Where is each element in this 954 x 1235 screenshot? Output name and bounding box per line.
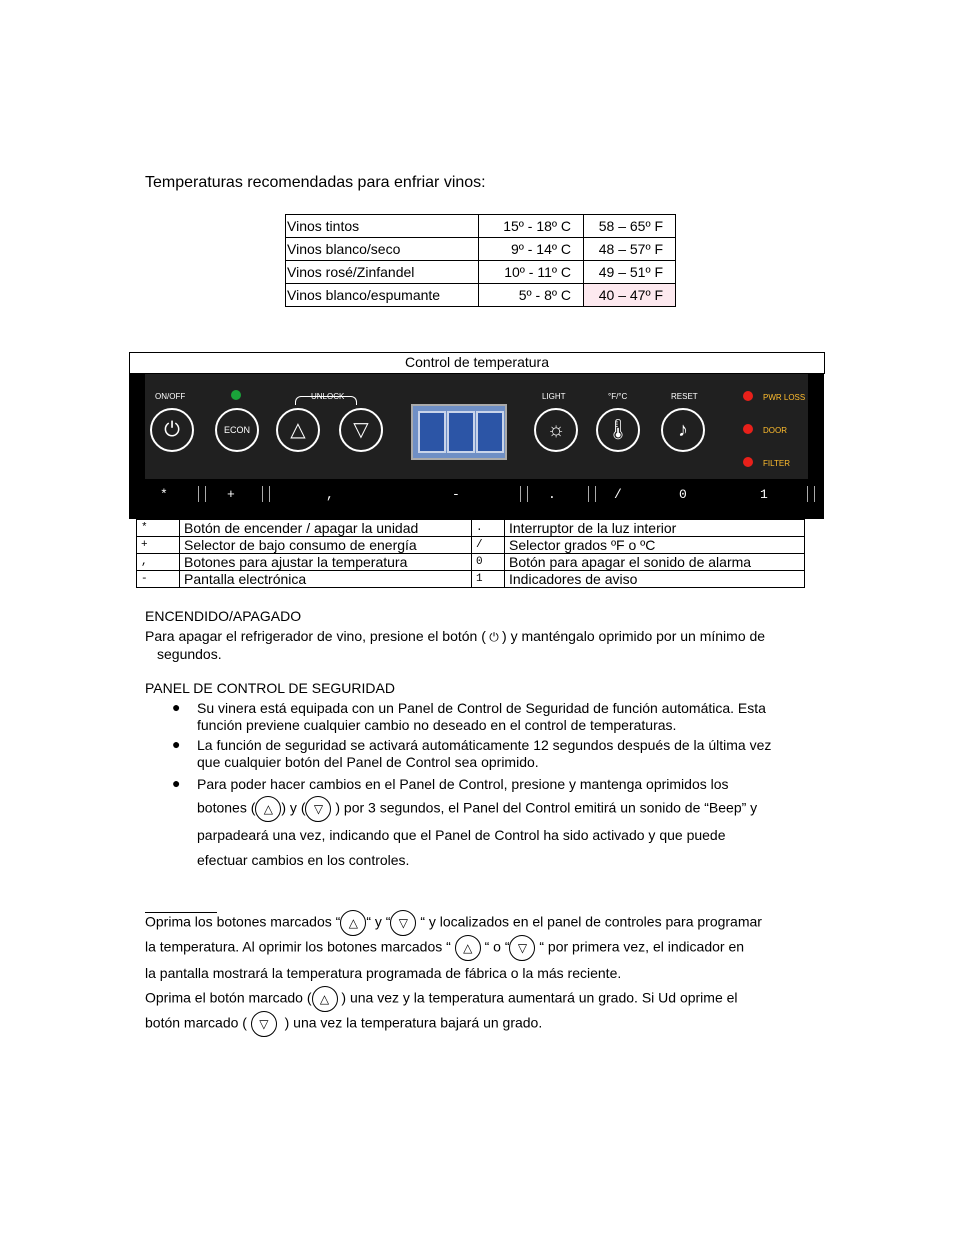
unlock-label: UNLOCK [311,392,345,401]
display-digit [476,411,504,453]
legend-key: . [472,520,505,537]
table-row [286,284,676,307]
temp-up-button-icon: △ [276,408,320,452]
table-row [286,238,676,261]
wine-name: Vinos rosé/Zinfandel [286,261,479,284]
display-digit [418,411,446,453]
key-marker: / [614,487,622,502]
wine-temperature-table [285,214,676,307]
intro-heading: Temperaturas recomendadas para enfriar vinos: [145,174,486,191]
program-text: “ y “ [366,913,391,930]
legend-key: , [137,554,180,571]
temp-celsius: 5º - 8º C [479,284,584,307]
legend-desc: Interruptor de la luz interior [505,520,805,537]
down-arrow-icon: ▽ [251,1011,277,1037]
legend-desc: Selector de bajo consumo de energía [180,537,472,554]
bullet-icon: ● [172,736,181,752]
program-text: “ y localizados en el panel de controles para programar [420,913,762,930]
table-row [137,554,805,571]
legend-desc: Botón de encender / apagar la unidad [180,520,472,537]
filter-led-icon [743,457,753,467]
legend-key: / [472,537,505,554]
bullet-text: parpadeará una vez, indicando que el Panel de Control ha sido activado y que puede [197,827,726,843]
onoff-label: ON/OFF [155,392,186,401]
bullet-text: ) por 3 segundos, el Panel del Control emitirá un sonido de “Beep” y [335,799,758,816]
key-marker: , [326,487,334,502]
light-bulb-icon: ☼ [534,408,578,452]
up-arrow-icon: △ [312,986,338,1012]
up-arrow-icon: △ [340,910,366,936]
legend-key: * [137,520,180,537]
program-line [145,935,815,961]
temp-fahrenheit: 49 – 51º F [584,261,676,284]
door-led-icon [743,424,753,434]
program-text: la pantalla mostrará la temperatura programada de fábrica o la más reciente. [145,965,622,981]
section-heading-security: PANEL DE CONTROL DE SEGURIDAD [145,680,395,696]
pwr-loss-led-icon [743,391,753,401]
program-text: ) una vez y la temperatura aumentará un grado. Si Ud oprime el [341,989,738,1006]
bullet-text: ) y ( [281,799,306,816]
down-arrow-icon: ▽ [509,935,535,961]
bullet-text: Para poder hacer cambios en el Panel de Control, presione y mantenga oprimidos los [197,776,729,792]
temp-fahrenheit: 40 – 47º F [584,284,676,307]
key-marker: . [548,487,556,502]
pwr-loss-label: PWR LOSS [763,393,806,402]
table-row [286,215,676,238]
unlock-bracket [295,396,357,405]
down-arrow-icon: ▽ [390,910,416,936]
key-marker: 1 [760,487,768,502]
program-text: botón marcado ( [145,1014,247,1031]
table-row [137,520,805,537]
key-marker: 0 [679,487,687,502]
legend-desc: Selector grados ºF o ºC [505,537,805,554]
key-marker: * [160,487,168,502]
bullet-text: botones ( [197,799,256,816]
alarm-reset-icon: ♪ [661,408,705,452]
display-digit [447,411,475,453]
separator [520,486,528,502]
bullet-text: Su vinera está equipada con un Panel de Control de Seguridad de función automática. Esta [197,700,766,716]
bullet-text: que cualquier botón del Panel de Control sea oprimido. [197,754,539,770]
separator [198,486,206,502]
temp-celsius: 10º - 11º C [479,261,584,284]
bullet-icon: ● [172,775,181,791]
up-arrow-icon: △ [255,796,281,822]
program-line [145,1011,815,1037]
program-text: Oprima los botones marcados “ [145,913,341,930]
program-text: “ o “ [484,938,510,955]
key-row [145,480,815,516]
key-marker: + [227,487,235,502]
bullet-icon: ● [172,699,181,715]
separator [807,486,815,502]
econ-led-icon [231,390,241,400]
temp-down-button-icon: ▽ [339,408,383,452]
bullet-text: función previene cualquier cambio no deseado en el control de temperaturas. [197,717,677,733]
legend-key: 0 [472,554,505,571]
onoff-paragraph [145,628,815,646]
wine-name: Vinos blanco/seco [286,238,479,261]
reset-label: RESET [671,392,698,401]
program-text: la temperatura. Al oprimir los botones marcados “ [145,938,451,955]
light-label: LIGHT [542,392,566,401]
legend-key: 1 [472,571,505,588]
program-line [145,986,815,1012]
electronic-display [411,404,507,460]
unit-label: °F/°C [608,392,628,401]
down-arrow-icon: ▽ [305,796,331,822]
panel-title-box [129,352,825,374]
onoff-text-cont: segundos. [157,646,222,662]
onoff-text: Para apagar el refrigerador de vino, presione el botón ( [145,628,486,644]
table-row [137,571,805,588]
legend-desc: Indicadores de aviso [505,571,805,588]
legend-desc: Botón para apagar el sonido de alarma [505,554,805,571]
section-heading-onoff: ENCENDIDO/APAGADO [145,608,302,624]
key-marker: - [452,487,460,502]
bullet-line [197,796,817,822]
door-label: DOOR [763,426,787,435]
temp-fahrenheit: 48 – 57º F [584,238,676,261]
legend-desc: Pantalla electrónica [180,571,472,588]
wine-name: Vinos blanco/espumante [286,284,479,307]
filter-label: FILTER [763,459,790,468]
econ-button-icon: ECON [215,408,259,452]
bullet-text: La función de seguridad se activará automáticamente 12 segundos después de la última vez [197,737,772,753]
separator [588,486,596,502]
temp-celsius: 15º - 18º C [479,215,584,238]
legend-key: - [137,571,180,588]
power-icon: ⏻ [485,630,503,644]
thermometer-icon: 🌡 [596,408,640,452]
temp-fahrenheit: 58 – 65º F [584,215,676,238]
power-button-icon: ⏻ [150,408,194,452]
program-text: ) una vez la temperatura bajará un grado. [284,1014,543,1031]
bullet-text: efectuar cambios en los controles. [197,852,410,868]
separator [262,486,270,502]
program-text: Oprima el botón marcado ( [145,989,312,1006]
wine-name: Vinos tintos [286,215,479,238]
table-row [286,261,676,284]
key-legend-table [136,519,805,588]
program-line [145,910,815,936]
legend-key: + [137,537,180,554]
program-text: “ por primera vez, el indicador en [539,938,745,955]
onoff-text: ) y manténgalo oprimido por un mínimo de [502,628,766,644]
legend-desc: Botones para ajustar la temperatura [180,554,472,571]
panel-title: Control de temperatura [405,354,549,370]
table-row [137,537,805,554]
temp-celsius: 9º - 14º C [479,238,584,261]
up-arrow-icon: △ [455,935,481,961]
